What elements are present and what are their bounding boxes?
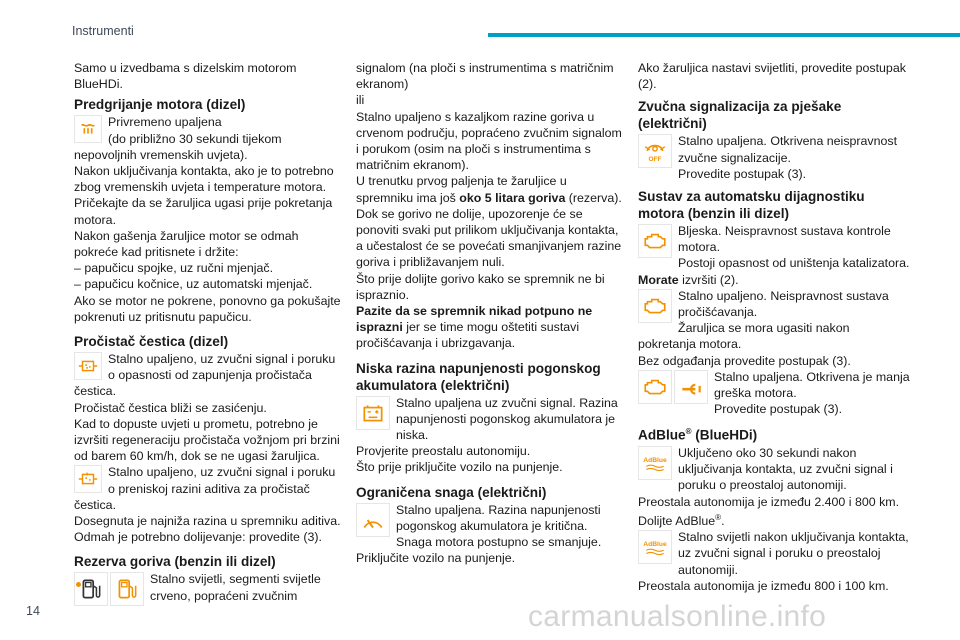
- adblue-p2: Dolijte AdBlue®.: [638, 512, 725, 528]
- power-line: Stalno upaljena. Razina napunjenosti pogonskog akumulatora je kritična.: [396, 502, 601, 533]
- engine-emissions-icon: [638, 289, 672, 323]
- diagnostic-p2: Morate izvršiti (2).: [638, 272, 739, 287]
- svg-text:AdBlue: AdBlue: [643, 541, 667, 549]
- adblue-icon: [638, 446, 672, 480]
- filter-para2: Kad to dopuste uvjeti u prometu, potrebno je izvršiti regeneraciju pročistača vožnjom pri brzini od barem 60 km/h, dok se ne ugasi žaruljica.: [74, 416, 340, 464]
- battery-line: Stalno upaljena uz zvučni signal. Razina napunjenosti pogonskog akumulatora je niska.: [396, 395, 618, 443]
- preheat-status: Privremeno upaljena: [108, 115, 222, 130]
- fuel-continued: signalom (na ploči s instrumentima s matričnim ekranom): [356, 61, 614, 92]
- fuel-info: Dok se gorivo ne dolije, upozorenje će se ponoviti svaki put prilikom uključivanja kontakta, a učestalost će se povećati smanjivanjem razine goriva i približavanjem nuli.: [356, 206, 622, 270]
- fuel-or: ili: [356, 93, 365, 108]
- watermark: carmanualsonline.info: [528, 600, 827, 633]
- filter-line2: Stalno upaljeno, uz zvučni signal i poruku o preniskoj razini aditiva za pročistač čestica.: [74, 465, 336, 512]
- preheat-heading: Predgrijanje motora (dizel): [74, 97, 246, 113]
- diagnostic-heading: Sustav za automatsku dijagnostiku motora (benzin ili dizel): [638, 189, 865, 222]
- fuel-pump-icon: [74, 572, 108, 606]
- engine-minor-fault-icon: [638, 370, 672, 404]
- diagnostic-line3: Stalno upaljena. Otkrivena je manja greška motora.: [714, 369, 910, 401]
- traction-battery-icon: [356, 396, 390, 430]
- diagnostic-line1: Bljeska. Neispravnost sustava kontrole motora.: [678, 224, 891, 255]
- adblue-low-icon: [638, 530, 672, 564]
- pedestrian-alert-off-icon: [638, 134, 672, 168]
- fuel-line: Stalno svijetli, segmenti svijetle crveno, popraćeni zvučnim: [150, 572, 321, 603]
- header-accent-bar: [488, 33, 960, 37]
- column3-intro: Ako žaruljica nastavi svijetliti, provedite postupak (2).: [638, 61, 906, 92]
- limited-power-icon: [356, 503, 390, 537]
- diagnostic-line2: Stalno upaljeno. Neispravnost sustava pročišćavanja.: [678, 288, 889, 320]
- filter-line1: Stalno upaljeno, uz zvučni signal i poruku o opasnosti od zapunjenja pročistača čestica.: [74, 352, 336, 399]
- power-p2: Priključite vozilo na punjenje.: [356, 551, 516, 566]
- adblue-line1: Uključeno oko 30 sekundi nakon uključivanja kontakta, uz zvučni signal i poruku o preostaloj autonomiji.: [678, 445, 893, 493]
- column-1: [74, 60, 342, 606]
- preheat-bullet1: – papučicu spojke, uz ručni mjenjač.: [74, 261, 274, 276]
- engine-check-icon: [638, 224, 672, 258]
- adblue-p1: Preostala autonomija je između 2.400 i 800 km.: [638, 494, 900, 509]
- fuel-refill: Što prije dolijte gorivo kako se spremnik ne bi ispraznio.: [356, 271, 605, 302]
- glow-plug-icon: [74, 115, 102, 143]
- pedestrian-p1: Provedite postupak (3).: [678, 166, 807, 181]
- adblue-heading: AdBlue® (BlueHDi): [638, 427, 758, 443]
- preheat-para3: Ako se motor ne pokrene, ponovno ga pokušajte pokrenuti uz pritisnutu papučicu.: [74, 293, 341, 324]
- diagnostic-p3: Žaruljica se mora ugasiti nakon pokretanja motora.: [638, 321, 850, 352]
- adblue-line2: Stalno svijetli nakon uključivanja kontakta, uz zvučni signal i poruku o preostaloj autonomiji.: [678, 530, 909, 577]
- pedestrian-heading: Zvučna signalizacija za pješake (električni): [638, 99, 842, 132]
- preheat-para2: Nakon gašenja žaruljice motor se odmah pokreće kad pritisnete i držite:: [74, 228, 299, 260]
- column-2: [356, 60, 624, 566]
- diagnostic-p1: Postoji opasnost od uništenja katalizatora.: [678, 256, 910, 271]
- filter-para3: Dosegnuta je najniža razina u spremniku aditiva. Odmah je potrebno dolijevanje: provedite (3).: [74, 514, 341, 545]
- pedestrian-line: Stalno upaljena. Otkrivena neispravnost zvučne signalizacije.: [678, 134, 898, 165]
- preheat-duration: (do približno 30 sekundi tijekom nepovoljnih vremenskih uvjeta).: [74, 131, 282, 162]
- diagnostic-p5: Provedite postupak (3).: [714, 402, 843, 417]
- particle-filter-additive-icon: [74, 465, 102, 493]
- wrench-icon: [674, 370, 708, 404]
- battery-p2: Što prije priključite vozilo na punjenje.: [356, 460, 563, 475]
- particle-filter-icon: [74, 352, 102, 380]
- fuel-heading: Rezerva goriva (benzin ili dizel): [74, 554, 276, 570]
- preheat-para1: Nakon uključivanja kontakta, ako je to potrebno zbog vremenskih uvjeta i temperature motora. Pričekajte da se žaruljica ugasi prije pokretanja motora.: [74, 164, 334, 227]
- amber-indicator-dot: [76, 582, 81, 587]
- bluehdi-note: Samo u izvedbama s dizelskim motorom BlueHDi.: [74, 61, 297, 92]
- column-3: [638, 60, 910, 594]
- power-heading: Ograničena snaga (električni): [356, 484, 547, 500]
- diagnostic-p4: Bez odgađanja provedite postupak (3).: [638, 353, 851, 368]
- preheat-bullet2: – papučicu kočnice, uz automatski mjenjač.: [74, 277, 313, 292]
- fuel-warning: Pazite da se spremnik nikad potpuno ne isprazni jer se time mogu oštetiti sustavi pročišćavanja i ubrizgavanja.: [356, 304, 593, 351]
- filter-para1: Pročistač čestica bliži se zasićenju.: [74, 400, 267, 415]
- page-number: 14: [26, 604, 40, 618]
- svg-text:AdBlue: AdBlue: [643, 456, 667, 464]
- adblue-p3: Preostala autonomija je između 800 i 100 km.: [638, 578, 889, 593]
- svg-text:OFF: OFF: [648, 156, 662, 164]
- battery-heading: Niska razina napunjenosti pogonskog akumulatora (električni): [356, 360, 601, 393]
- section-title: Instrumenti: [72, 24, 134, 38]
- fuel-alt: Stalno upaljeno s kazaljkom razine goriva u crvenom području, popraćeno zvučnim signalom i porukom (osim na ploči s instrumentima s matričnim ekranom).: [356, 109, 622, 173]
- fuel-first-lighting: U trenutku prvog paljenja te žaruljice u spremniku ima još oko 5 litara goriva (rezerva).: [356, 174, 622, 205]
- power-p1: Snaga motora postupno se smanjuje.: [396, 535, 602, 550]
- battery-p1: Provjerite preostalu autonomiju.: [356, 444, 531, 459]
- filter-heading: Pročistač čestica (dizel): [74, 334, 229, 350]
- fuel-reserve-icon: [110, 572, 144, 606]
